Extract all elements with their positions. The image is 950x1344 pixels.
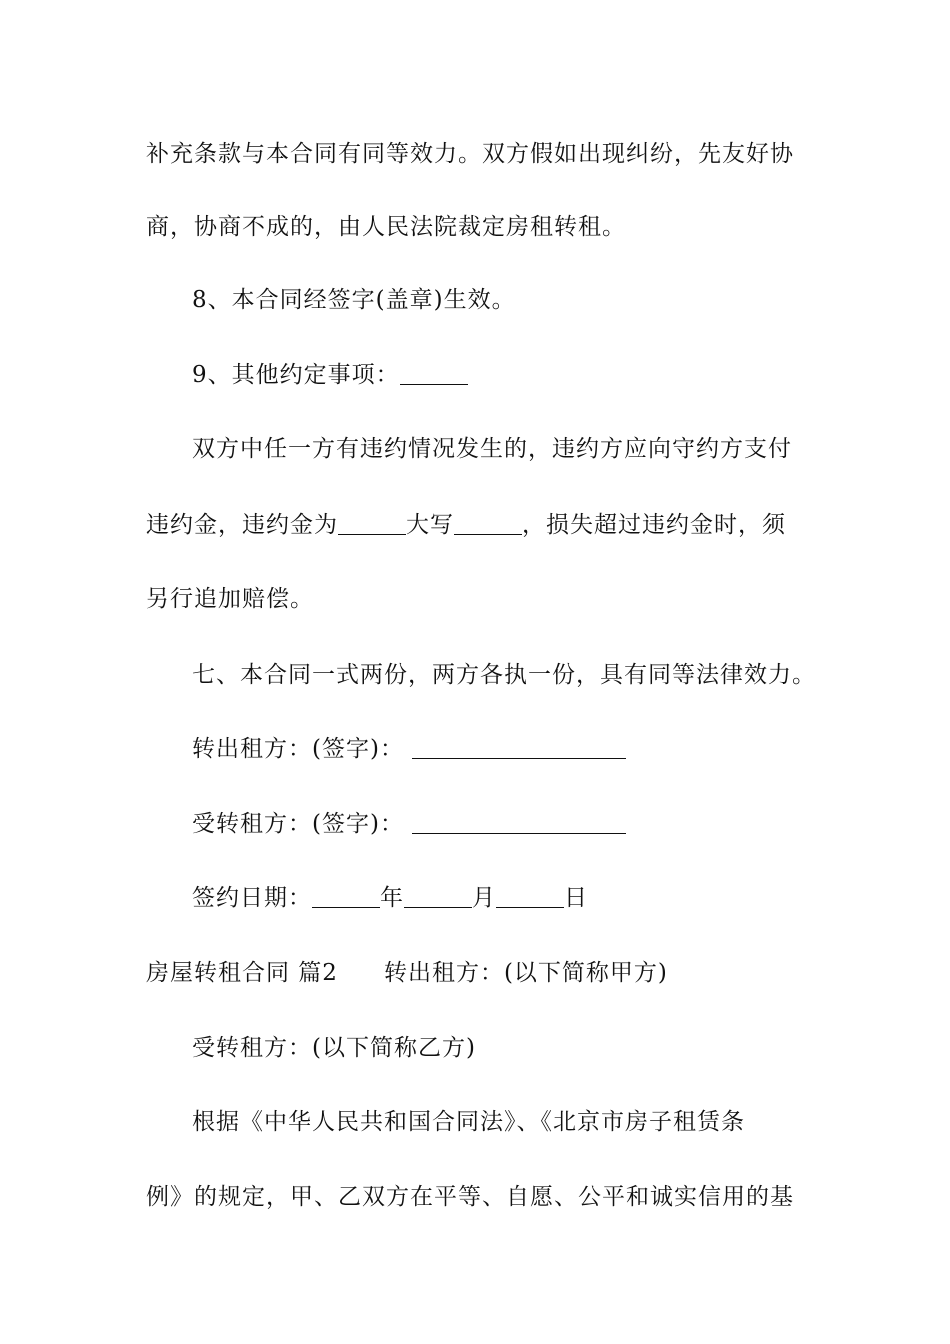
- signature-line: [412, 738, 626, 759]
- paragraph-line: [146, 510, 786, 540]
- paragraph-line: 根据《中华人民共和国合同法》、《北京市房子租赁条: [192, 1109, 745, 1135]
- paragraph-line: 另行追加赔偿。: [146, 586, 314, 612]
- date-month: 月: [472, 885, 496, 911]
- signature-out: [192, 734, 626, 764]
- party-b-label: 受转租方：(以下简称乙方): [192, 1035, 476, 1061]
- text-segment: 大写: [406, 512, 454, 538]
- blank-field: [400, 364, 468, 385]
- section-title-text: 房屋转租合同 篇2: [146, 960, 338, 986]
- signature-in: [192, 809, 626, 839]
- date-label: 签约日期：: [192, 885, 312, 911]
- section-title: [146, 958, 668, 988]
- clause-9-label: 9、其他约定事项：: [192, 362, 400, 388]
- blank-field: [404, 887, 472, 908]
- text-segment: ，损失超过违约金时，须: [522, 512, 786, 538]
- party-a-label: 转出租方：(以下简称甲方): [383, 960, 668, 986]
- blank-field: [338, 514, 406, 535]
- signature-in-label: 受转租方：(签字)：: [192, 811, 404, 837]
- paragraph-line: 商，协商不成的，由人民法院裁定房租转租。: [146, 214, 626, 240]
- date-day: 日: [564, 885, 588, 911]
- paragraph-line: 例》的规定，甲、乙双方在平等、自愿、公平和诚实信用的基: [146, 1184, 794, 1210]
- sign-date: [192, 883, 588, 913]
- signature-line: [412, 813, 626, 834]
- clause-7: 七、本合同一式两份，两方各执一份，具有同等法律效力。: [192, 662, 816, 688]
- clause-8: 8、本合同经签字(盖章)生效。: [192, 287, 516, 313]
- text-segment: 违约金，违约金为: [146, 512, 338, 538]
- signature-out-label: 转出租方：(签字)：: [192, 736, 404, 762]
- blank-field: [496, 887, 564, 908]
- blank-field: [454, 514, 522, 535]
- paragraph-line: 双方中任一方有违约情况发生的，违约方应向守约方支付: [192, 436, 792, 462]
- clause-9: [192, 360, 468, 390]
- date-year: 年: [380, 885, 404, 911]
- blank-field: [312, 887, 380, 908]
- paragraph-line: 补充条款与本合同有同等效力。双方假如出现纠纷，先友好协: [146, 141, 794, 167]
